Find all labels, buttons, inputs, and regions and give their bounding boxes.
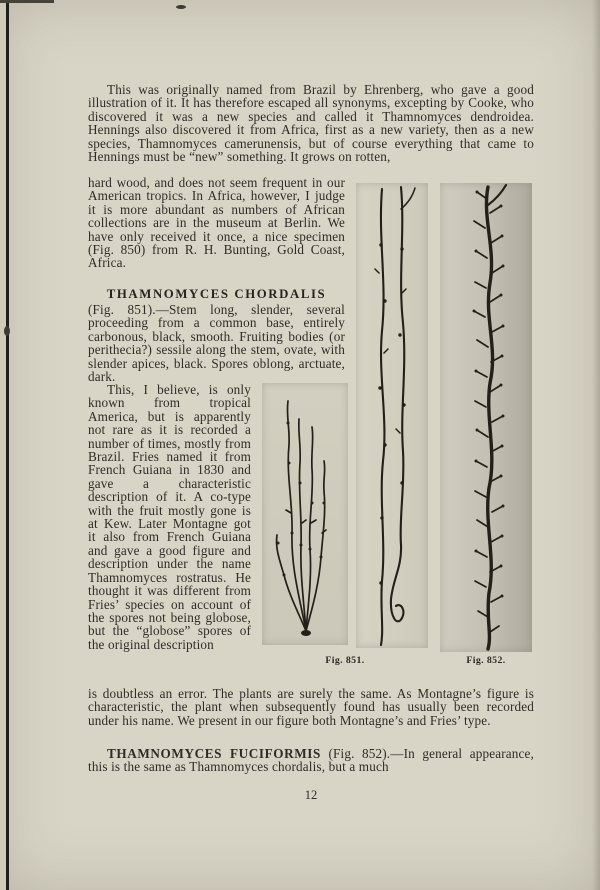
binding-edge-line [6,0,9,890]
paragraph-chordalis-conclusion: is doubtless an error. The plants are surely the same. As Montagne’s figure is characteristic, the plant when subsequently found has usually been recorded under his name. We present in our figure both Montagne’s and Fries’ type. [88,686,534,728]
paragraph-dendroidea: This was originally named from Brazil by Ehrenberg, who gave a good illustration of it. It has therefore escaped all synonyms, excepting by Cooke, who discovered it was a new species and called it Thamnomyces dendroidea. Hennings also discovered it from Africa, first as a new variety, then as a new species, Thamnomyces camerunensis, but of course everything that came to Hennings must be “new” something. It grows on rotten, [88,82,534,165]
figure-852-specimen [440,183,532,652]
species-heading-chordalis: THAMNOMYCES CHORDALIS [106,287,327,301]
figure-852-caption: Fig. 852. [466,655,506,666]
paragraph-fuciformis-text: (Fig. 852).—In general appearance, this is the same as Thamnomyces chordalis, but a much [88,746,534,775]
paragraph-chordalis-history: This, I believe, is only known from tropical America, but is apparently not rare as it is recorded a number of times, mostly from Brazil. Fries named it from French Guiana in 1830 and gave a characteristic description of it. A co-type with the fruit mostly gone is at Kew. Later Montagne got it also from French Guiana and gave a good figure and description under the name Thamnomyces rostratus. He thought it was different from Fries’ species on account of the spores not being globose, but the “globose” spores of the original description [88,382,251,652]
fungus-strand-illustration [356,183,428,648]
figure-851-specimen-b [356,183,428,648]
top-corner-mark [0,0,54,3]
thorny-fungus-illustration [440,183,532,652]
fungus-tuft-illustration [262,383,348,645]
paper-speck [176,5,186,9]
paragraph-chordalis-description: (Fig. 851).—Stem long, slender, several proceeding from a common base, entirely carbonous, black, smooth. Fruiting bodies (or perithecia?) sessile along the stem, ovate, with slender apices, black. Spores oblong, arctuate, dark. [88,302,345,385]
page-number: 12 [304,788,318,802]
paragraph-dendroidea-continued: hard wood, and does not seem frequent in our American tropics. In Africa, however, I judge it is more abundant as numbers of African collections are in the museum at Berlin. We have only received it once, a nice specimen (Fig. 850) from R. H. Bunting, Gold Coast, Africa. [88,175,345,271]
paragraph-fuciformis [88,747,534,774]
figure-851-specimen-a [262,383,348,645]
page-right-shadow [592,0,600,890]
figure-851-caption: Fig. 851. [325,655,365,666]
paper-speck [4,326,10,336]
species-heading-fuciformis: THAMNOMYCES FUCIFORMIS [107,746,321,761]
